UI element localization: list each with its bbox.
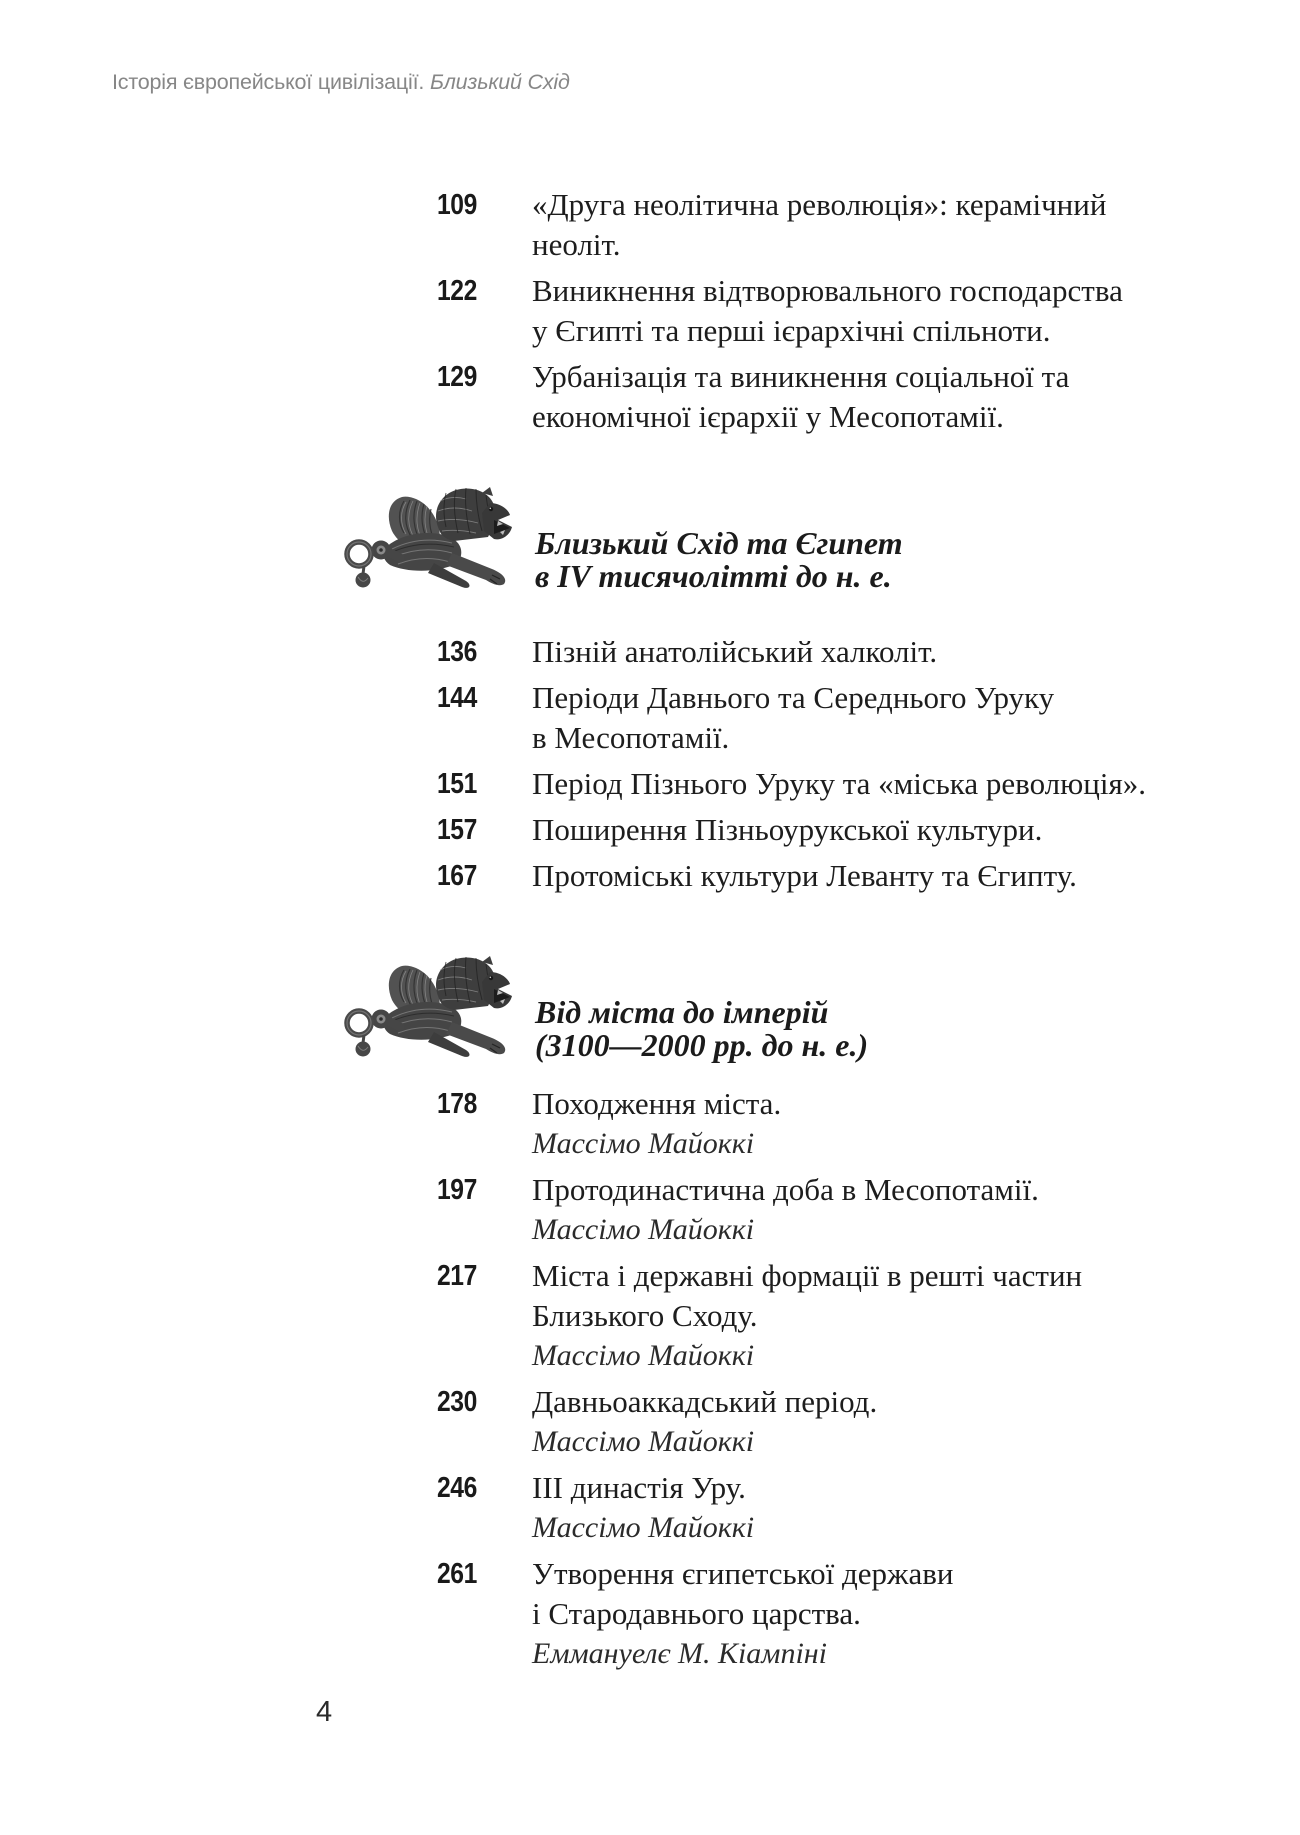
toc-entry	[437, 1382, 1222, 1462]
toc-entry-page-number: 151	[437, 768, 477, 800]
toc-entry-page-number: 230	[437, 1386, 477, 1418]
toc-entry-title-line: Давньоаккадський період.	[532, 1384, 878, 1419]
section-title-line: в IV тисячолітті до н. е.	[535, 558, 892, 594]
toc-entry-text	[532, 1468, 754, 1548]
toc-entry-text	[532, 810, 1042, 850]
toc-entry-page-number: 197	[437, 1174, 477, 1206]
winged-lion-ornament-icon	[342, 956, 514, 1064]
toc-entry-title-line: Протоміські культури Леванту та Єгипту.	[532, 858, 1077, 893]
toc-entry-title-line: Міста і державні формації в решті частин	[532, 1258, 1083, 1293]
toc-entry-page-number: 246	[437, 1472, 477, 1504]
toc-entry	[437, 764, 1222, 804]
table-of-contents	[342, 185, 1222, 1680]
toc-entry-text	[532, 764, 1146, 804]
toc-entry	[437, 1256, 1222, 1376]
toc-entry-text	[532, 1084, 781, 1164]
toc-entry	[437, 185, 1222, 265]
toc-entry-page-number: 157	[437, 814, 477, 846]
toc-entry-text	[532, 357, 1069, 437]
toc-entry-author: Массімо Майоккі	[532, 1339, 755, 1372]
toc-entry-text	[532, 185, 1106, 265]
toc-entry-text	[532, 271, 1123, 351]
toc-entry-title-line: у Єгипті та перші ієрархічні спільноти.	[532, 313, 1051, 348]
toc-entry-author: Массімо Майоккі	[532, 1213, 755, 1246]
toc-entry	[437, 678, 1222, 758]
toc-entry-page-number: 129	[437, 361, 477, 393]
toc-entry-page-number: 167	[437, 860, 477, 892]
toc-entry-text	[532, 1382, 877, 1462]
section-title-line: (3100—2000 рр. до н. е.)	[535, 1027, 869, 1063]
toc-entry-page-number: 122	[437, 275, 477, 307]
section-heading	[342, 956, 1222, 1064]
toc-entry-title-line: Походження міста.	[532, 1086, 782, 1121]
toc-entry-title-line: Урбанізація та виникнення соціальної та	[532, 359, 1070, 394]
running-head-book-subtitle: Близький Схід	[429, 70, 570, 94]
winged-lion-ornament-icon	[342, 487, 514, 595]
section-title-line: Від міста до імперій	[535, 994, 829, 1030]
toc-entry-title-line: в Месопотамії.	[532, 720, 730, 755]
toc-entry-text	[532, 1554, 953, 1674]
section-title-line: Близький Схід та Єгипет	[535, 525, 903, 561]
toc-entry-title-line: Період Пізнього Уруку та «міська революція».	[532, 766, 1147, 801]
section-title	[535, 487, 903, 595]
toc-entry-page-number: 136	[437, 636, 477, 668]
page-number: 4	[316, 1696, 333, 1728]
toc-entry	[437, 632, 1222, 672]
toc-entry	[437, 810, 1222, 850]
section-heading	[342, 487, 1222, 595]
toc-entry-title-line: Поширення Пізньоурукської культури.	[532, 812, 1043, 847]
toc-entry-title-line: Протодинастична доба в Месопотамії.	[532, 1172, 1039, 1207]
running-head-book-title: Історія європейської цивілізації.	[112, 70, 425, 94]
toc-entry	[437, 1468, 1222, 1548]
toc-entry	[437, 357, 1222, 437]
toc-entry-page-number: 109	[437, 189, 477, 221]
toc-entry-page-number: 217	[437, 1260, 477, 1292]
section-title	[535, 956, 868, 1064]
toc-entry-text	[532, 632, 937, 672]
running-head	[112, 70, 570, 95]
toc-entry-page-number: 144	[437, 682, 477, 714]
toc-entry-title-line: Утворення єгипетської держави	[532, 1556, 954, 1591]
toc-entry-author: Массімо Майоккі	[532, 1127, 755, 1160]
toc-entry	[437, 1084, 1222, 1164]
toc-entry-author: Массімо Майоккі	[532, 1511, 755, 1544]
toc-entry-title-line: Виникнення відтворювального господарства	[532, 273, 1123, 308]
toc-entry-author: Еммануелє М. Кіампіні	[532, 1637, 827, 1670]
toc-entry-text	[532, 1170, 1039, 1250]
toc-entry	[437, 856, 1222, 896]
toc-entry-text	[532, 856, 1077, 896]
toc-entry	[437, 1170, 1222, 1250]
toc-entry-title-line: Близького Сходу.	[532, 1298, 758, 1333]
toc-entry-page-number: 178	[437, 1088, 477, 1120]
toc-entry-title-line: неоліт.	[532, 227, 621, 262]
toc-entry-title-line: і Стародавнього царства.	[532, 1596, 861, 1631]
toc-entry-text	[532, 678, 1054, 758]
toc-entry-title-line: Періоди Давнього та Середнього Уруку	[532, 680, 1055, 715]
toc-entry-page-number: 261	[437, 1558, 477, 1590]
toc-entry	[437, 271, 1222, 351]
toc-entry-title-line: ІІІ династія Уру.	[532, 1470, 746, 1505]
toc-entry-title-line: економічної ієрархії у Месопотамії.	[532, 399, 1004, 434]
toc-entry-author: Массімо Майоккі	[532, 1425, 755, 1458]
toc-entry-title-line: Пізній анатолійський халколіт.	[532, 634, 938, 669]
toc-entry-title-line: «Друга неолітична революція»: керамічний	[532, 187, 1107, 222]
toc-entry-text	[532, 1256, 1082, 1376]
toc-entry	[437, 1554, 1222, 1674]
